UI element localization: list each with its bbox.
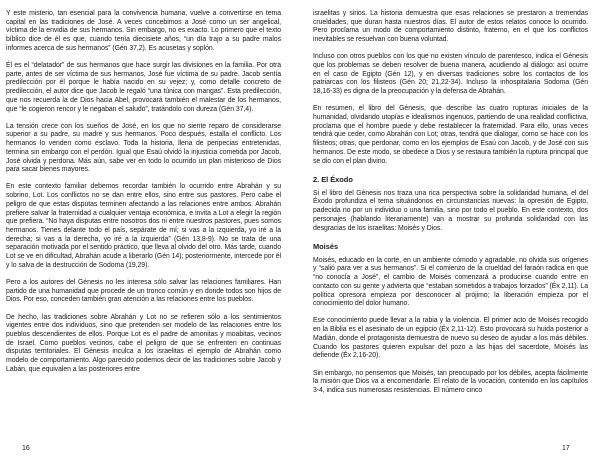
paragraph: Pero a los autores del Génesis no les interesa sólo salvar las relaciones familiares. Han partido de una humanidad que procede de un tronco común y en donde todos son hijos de Dios. Por eso, conceden también gran atención a las relaciones entre los pueblos. [6,278,281,304]
paragraph: De hecho, las tradiciones sobre Abrahán y Lot no se refieren sólo a los sentimientos vigentes entre dos individuos, sino que pretenden ser modelo de las relaciones entre los pueblos descendientes de ellos. Porque Lot es el padre de amonitas y moabitas, vecinos de Israel. Como pueblos vecinos, cabe el peligro de que se enfrenten en continuas disputas territoriales. El Génesis inculca a los israelitas el ejemplo de Abrahán como modelo de comportamiento. Algo parecido podemos decir de las tradiciones sobre Jacob y Labán, que equivalen a las posteriores entre [6,313,281,373]
page-number: 17 [562,445,570,452]
paragraph: Moisés, educado en la corte, en un ambiente cómodo y agradable, no olvida sus orígenes y “salió para ver a sus hermanos”. Si el comienzo de la crueldad del faraón radica en que “no conocía a José”, el cambio de Moisés comenzará a producirse cuando entre en contacto con su gente y advierta que “estaban sometidos a trabajos forzados” (Éx 2,11). La política opresora empieza por desconocer al prójimo; la liberación empieza por el conocimiento del dolor humano. [313,256,588,308]
paragraph: Sin embargo, no pensemos que Moisés, tan preocupado por los débiles, acepta fácilmente la misión que Dios va a encomendarle. El relato de la vocación, contenido en los capítulos 3-4, indica sus numerosas resistencias. El número cinco [313,369,588,394]
left-page [6,10,281,383]
paragraph: Ese conocimiento puede llevar a la rabia y la violencia. El primer acto de Moisés recogido en la Biblia es el asesinato de un egipcio (Éx 2,11-12). Esto provocará su huida posterior a Madián, donde el protagonista demuestra de nuevo su deseo de ayudar a los más débiles. Cuando los pastores quieren expulsar del pozo a las hijas del sacerdote, Moisés las defiende (Éx 2,16-20). [313,317,588,360]
paragraph: israelitas y sirios. La historia demuestra que esas relaciones se prestaron a tremendas crueldades, que duran hasta nuestros días. El autor de estos relatos conoce lo ocurrido. Pero proclama un modo de comportamiento distinto, fraterno, en el que los conflictos inevitables se resuelvan con buena voluntad. [313,10,588,44]
page-number: 16 [22,445,30,452]
paragraph: En resumen, el libro del Génesis, que describe las cuatro rupturas iniciales de la humanidad, olvidando utopías e idealismos ingenuos, partiendo de una realidad conflictiva, proclama que el hombre puede y debe restablecer la fraternidad. Para ello, unas veces tendrá que ceder, como Abrahán con Lot; otras, tendrá que dialogar, como se hace con los filisteos; otras, que perdonar, como en los ejemplos de Esaú con Jacob, y de José con sus hermanos. De este modo, se obedece a Dios y se restaura también la ruptura principal que se dio con el plan divino. [313,105,588,165]
subsection-heading: Moisés [313,241,339,251]
paragraph: En este contexto familiar debemos recordar también lo ocurrido entre Abrahán y su sobrino, Lot. Los conflictos no se dan entre ellos, sino entre sus pastores. Pero cabe el peligro de que estas disputas terminen afectando a las relaciones entre ambos. Abrahán prefiere salvar la fraternidad a cualquier ventaja económica, e invita a Lot a elegir la región que prefiera. “No haya disputas entre nosotros dos ni entre nuestros pastores, pues somos hermanos. Tienes delante todo el país, sepárate de mí; si vas a la izquierda, yo iré a la derecha; si vas a la derecha, yo iré a la izquierda” (Gén 13,8-9). No se trata de una separación motivada por el sentido práctico, que lleva al olvido del otro. Más tarde, cuando Lot se ve en dificultad, Abrahán acude a liberarlo (Gén 14); posteriormente, intercede por él y lo salva de la destrucción de Sodoma (19,29). [6,183,281,269]
paragraph: Y este misterio, tan esencial para la convivencia humana, vuelve a convertirse en tema capital en las tradiciones de José. A veces concebimos a José como un ser angelical, víctima de la envidia de sus hermanos. Sin embargo, no es exacto. Lo primero que el texto bíblico dice de él es que, cuando tenía diecisiete años, “un día trajo a su padre malos informes acerca de sus hermanos” (Gén 37,2). Es acusetas y soplón. [6,10,281,52]
section-heading: 2. El Éxodo [313,174,353,184]
paragraph: La tensión crece con los sueños de José, en los que no siente reparo de considerarse superior a su padre, su madre y sus hermanos. Poco después, estalla el conflicto. Los hermanos lo venden como esclavo. Toda la historia, llena de peripecias entretenidas, termina sin embargo con el perdón. Igual que Esaú olvidó la injusticia cometida por Jacob, José olvida y perdona. Más aún, sabe ver en todo lo ocurrido un plan misterioso de Dios para sacar bienes mayores. [6,122,281,174]
paragraph: Él es el “delatador” de sus hermanos que hace surgir las divisiones en la familia. Por otra parte, antes de ser víctima de sus hermanos, José fue víctima de su padre. Jacob sentía predilección por él porque le había nacido en su vejez; y, como detalle concreto de predilección, el autor dice que Jacob le regaló “una túnica con mangas”. Esta predilección, que nos recuerda la de Dios hacia Abel, provocará también el malestar de los hermanos, que “le cogieron rencor y le negaban el saludo”, tratándolo con dureza (Gén 37,4). [6,62,281,113]
paragraph: Si el libro del Génesis nos traza una rica perspectiva sobre la solidaridad humana, el del Éxodo profundiza el tema situándonos en circunstancias nuevas: la opresión de Egipto, padecida no por un individuo o una familia, sino por todo el pueblo. En este contexto, dos personajes (hablando literariamente) van a mostrar su profunda solidaridad con las desgracias de los israelitas: Moisés y Dios. [313,189,588,232]
paragraph: Incluso con otros pueblos con los que no existen vínculo de parentesco, indica el Génesis que los problemas se deben resolver de buena manera, acudiendo al diálogo: así ocurre en el caso de Egipto (Gén 12), y en diversas tradiciones sobre los contactos de los patriarcas con los filisteos (Gén 20; 21,22-34). Incluso la inhospitalaria Sodoma (Gén 18,16-33) es digna de la preocupación y la defensa de Abrahán. [313,53,588,96]
right-page [313,10,588,404]
